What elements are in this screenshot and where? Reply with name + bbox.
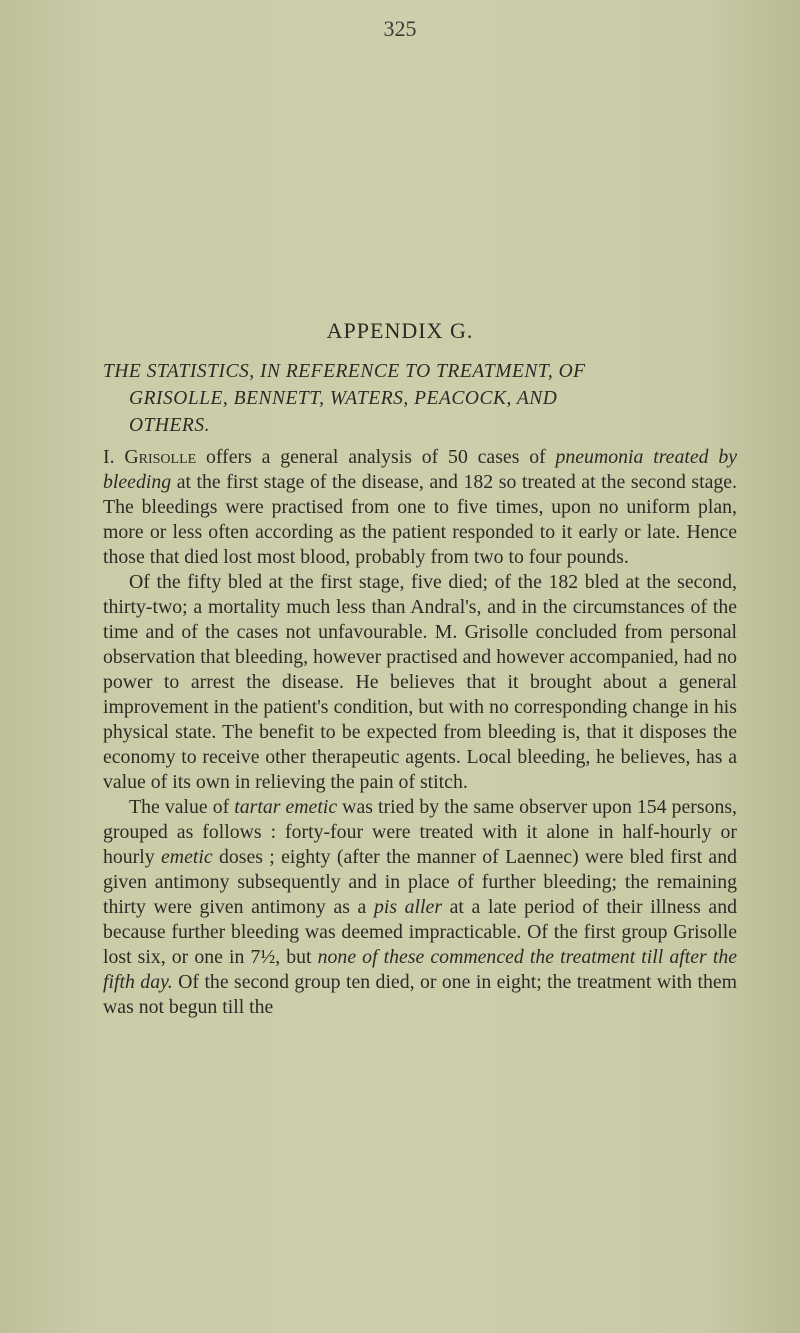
paragraph-3 [103, 795, 737, 1020]
para3-text-4: at a late period of their illness and because further bleeding was deemed impracticable. Of the first group Grisolle lost six, or one in 7½, but [103, 896, 737, 968]
para1-italic-1: pneumonia treated by bleeding [103, 446, 738, 493]
subtitle-line-3: OTHERS. [129, 415, 210, 436]
section-subtitle [103, 358, 743, 439]
para1-lead: I. [103, 446, 125, 468]
para3-text-3: doses ; eighty (after the manner of Laennec) were bled first and given antimony subsequently and in place of further bleeding; the remaining thirty were given antimony as a [103, 846, 737, 918]
para1-text-1: offers a general analysis of 50 cases of [196, 446, 556, 468]
para1-text-2: at the first stage of the disease, and 182 so treated at the second stage. The bleedings were practised from one to five times, upon no uniform plan, more or less often according as the patient responded to it early or late. Hence those that died lost most blood, probably from two to four pounds. [103, 471, 737, 568]
para3-text-1: The value of [129, 796, 235, 818]
subtitle-line-1: THE STATISTICS, IN REFERENCE TO TREATMENT, OF [103, 361, 586, 382]
para3-italic-3: pis aller [373, 896, 443, 918]
para3-text-5: Of the second group ten died, or one in eight; the treatment with them was not begun till the [103, 971, 738, 1018]
body-text [103, 445, 737, 1020]
para3-text-2: was tried by the same observer upon 154 persons, grouped as follows : forty-four were treated with it alone in half-hourly or hourly [103, 796, 738, 868]
paragraph-2: Of the fifty bled at the first stage, five died; of the 182 bled at the second, thirty-two; a mortality much less than Andral's, and in the circumstances of the time and of the cases not unfavourable. M. Grisolle concluded from personal observation that bleeding, however practised and however accompanied, had no power to arrest the disease. He believes that it brought about a general improvement in the patient's condition, but with no corresponding change in his physical state. The benefit to be expected from bleeding is, that it disposes the economy to receive other therapeutic agents. Local bleeding, he believes, has a value of its own in relieving the pain of stitch. [103, 571, 737, 793]
paragraph-1 [103, 445, 737, 570]
para1-name: Grisolle [124, 446, 197, 468]
para3-italic-1: tartar emetic [234, 796, 338, 818]
para3-italic-2: emetic [161, 846, 213, 868]
subtitle-line-2: GRISOLLE, BENNETT, WATERS, PEACOCK, AND [129, 388, 558, 409]
page-number: 325 [383, 16, 417, 41]
para3-italic-4: none of these commenced the treatment till after the fifth day. [103, 946, 737, 993]
appendix-title: APPENDIX G. [326, 318, 474, 343]
